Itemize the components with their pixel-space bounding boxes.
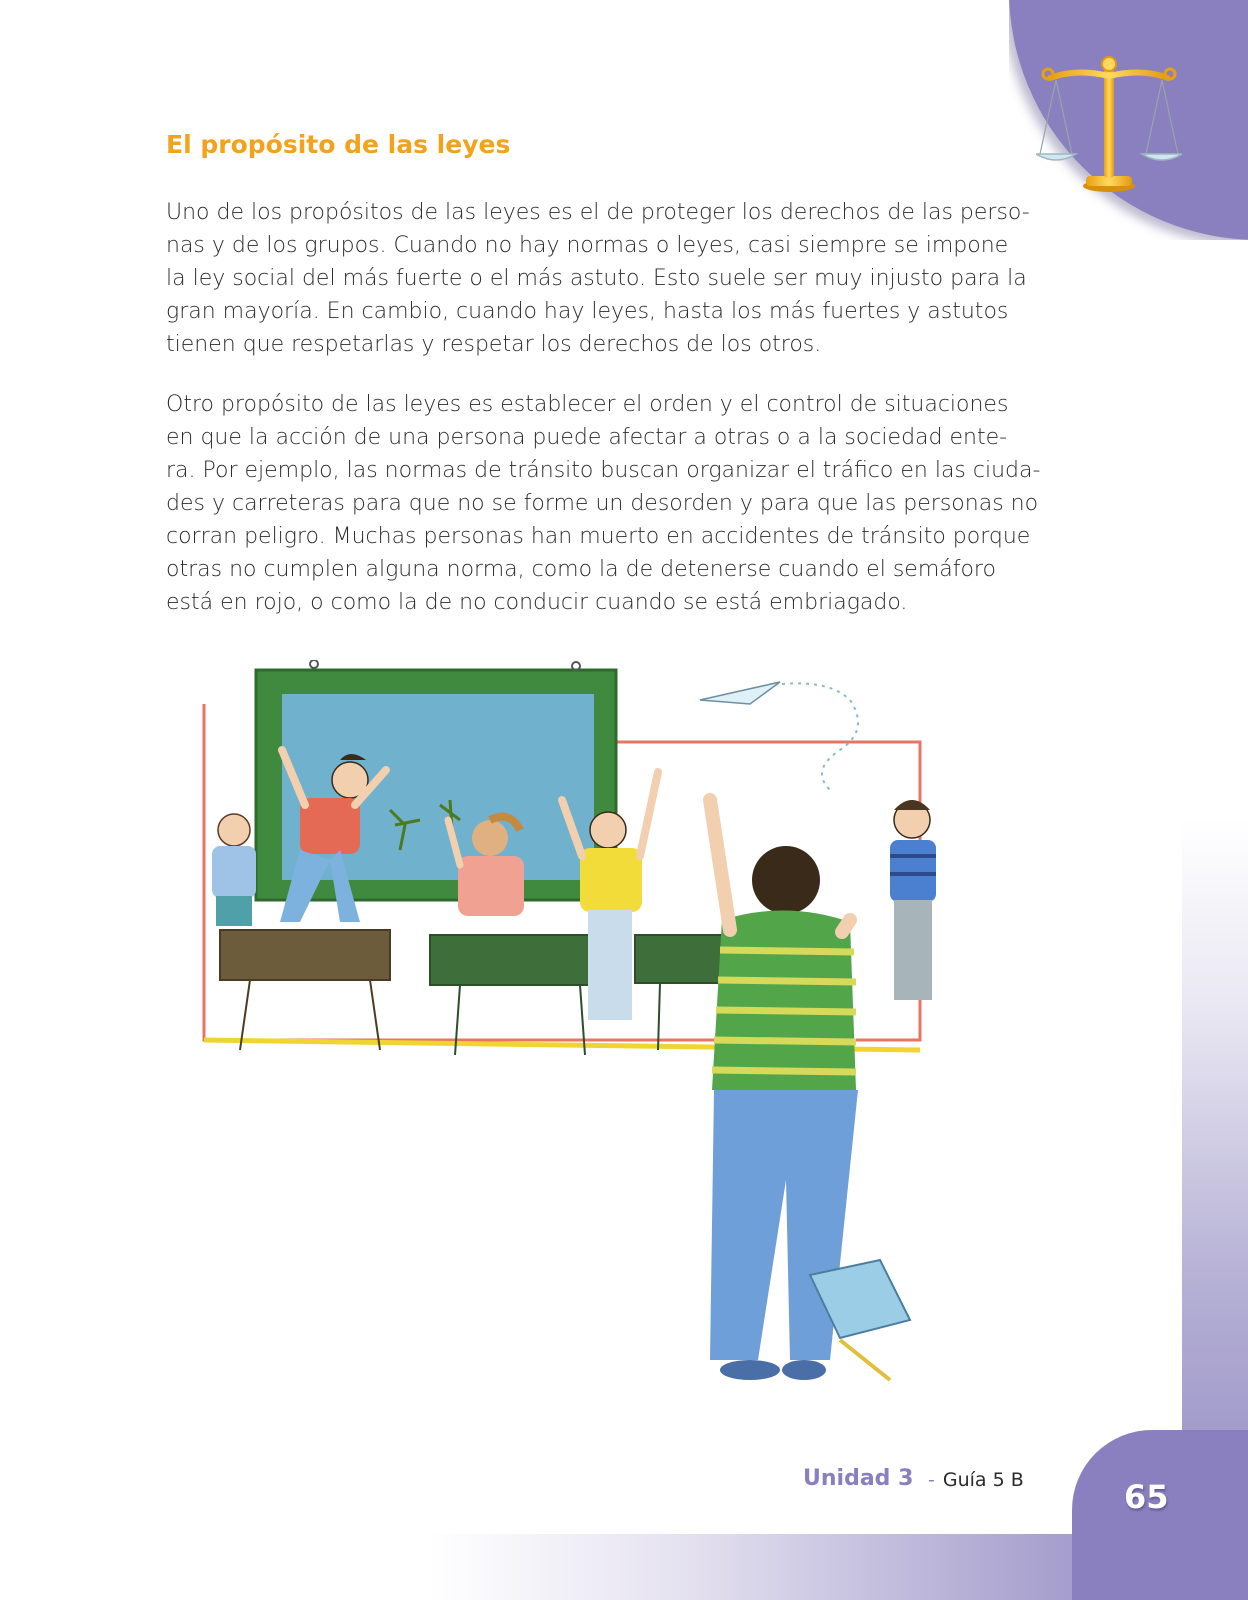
text-line: gran mayoría. En cambio, cuando hay leyes, hasta los más fuertes y astutos [166,299,1009,324]
text-line: ra. Por ejemplo, las normas de tránsito buscan organizar el tráfico en las ciuda- [166,458,1041,483]
footer-guide-label [928,1469,1024,1491]
text-line: otras no cumplen alguna norma, como la de detenerse cuando el semáforo [166,557,996,582]
child-figure [890,800,936,1000]
text-line: está en rojo, o como la de no conducir cuando se está embriagado. [166,590,908,615]
page-number: 65 [1124,1478,1169,1516]
desk [220,930,390,1050]
footer-separator: - [928,1469,935,1491]
paper-plane [700,682,780,704]
footer-unit-label: Unidad 3 [803,1466,914,1491]
paragraph-laws-establish-order [166,388,1041,619]
child-figure [212,814,256,926]
footer-guide-text: Guía 5 B [942,1469,1024,1491]
text-line: en que la acción de una persona puede afectar a otras o a la sociedad ente- [166,425,1008,450]
text-line: nas y de los grupos. Cuando no hay normas o leyes, casi siempre se impone [166,233,1009,258]
scales-of-justice-icon [1036,54,1182,200]
text-line: Uno de los propósitos de las leyes es el de proteger los derechos de las perso- [166,200,1030,225]
text-line: la ley social del más fuerte o el más astuto. Esto suele ser muy injusto para la [166,266,1027,291]
text-line: Otro propósito de las leyes es establecer el orden y el control de situaciones [166,392,1009,417]
pencil [840,1340,890,1380]
text-line: tienen que respetarlas y respetar los derechos de los otros. [166,332,822,357]
section-title: El propósito de las leyes [166,130,511,159]
desk [430,935,600,1055]
classroom-disorder-illustration [190,660,970,1410]
text-line: des y carreteras para que no se forme un desorden y para que las personas no [166,491,1039,516]
text-line: corran peligro. Muchas personas han muerto en accidentes de tránsito porque [166,524,1031,549]
paragraph-laws-protect-rights [166,196,1030,361]
